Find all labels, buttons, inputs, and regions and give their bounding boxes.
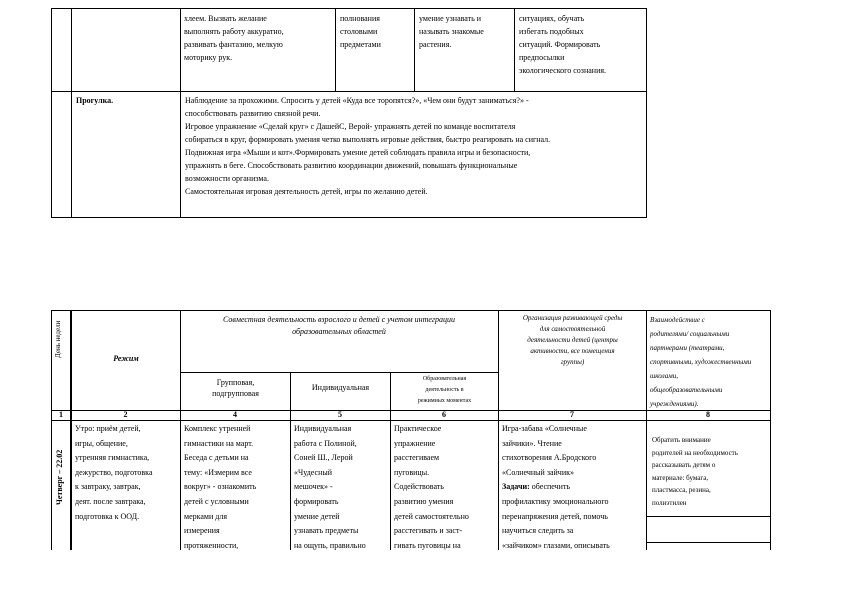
table-border xyxy=(51,8,52,218)
regime-header: Режим xyxy=(113,354,139,363)
parents-cell: Обратить внимание родителей на необходимость рассказывать детям о материале: бумага, пластмасса, резина, полиэтилен xyxy=(652,436,738,507)
column-number: 1 xyxy=(59,410,63,419)
environment-text: Чтение стихотворения А.Бродского «Солнечный зайчик» xyxy=(502,438,597,477)
table-border xyxy=(51,217,647,218)
column-number: 2 xyxy=(123,410,128,419)
table-border xyxy=(514,8,515,92)
routine-cell: Практическое упражнение расстегиваем пуговицы. Содействовать развитию умения детей самостоятельно расстегивать и заст- гивать пуговицы на xyxy=(394,424,469,550)
group-cell: Комплекс утренней гимнастики на март. Беседа с детьми на тему: «Измерим все вокруг» - ознакомить детей с условными мерками для измерения протяженности, xyxy=(184,424,257,550)
table-border xyxy=(646,542,770,543)
walk-description xyxy=(185,94,645,198)
table-border xyxy=(414,8,415,92)
table-border xyxy=(290,372,291,550)
walk-line: Подвижная игра «Мыши и кот».Формировать умение детей соблюдать правила игры и безопасности, xyxy=(185,148,531,157)
table-border xyxy=(180,8,181,218)
column-number: 6 xyxy=(442,410,446,419)
environment-header: Организация развивающей среды для самостоятельной деятельности детей (центры активности, все помещения группы) xyxy=(522,314,623,366)
walk-line: Игровое упражнение «Сделай круг» с ДашейС, Верой- упражнять детей по команде воспитателя xyxy=(185,122,516,131)
table-border xyxy=(51,420,770,421)
table-border xyxy=(770,310,771,550)
environment-goal-label: Задачи: xyxy=(502,482,530,492)
table-border xyxy=(70,310,72,550)
environment-title: Игра-забава «Солнечные зайчики». xyxy=(502,424,587,448)
walk-line: собираться в круг, формировать умения четко выполнять игровые действия, быстро реагировать на сигнал. xyxy=(185,135,551,144)
table-border xyxy=(180,372,498,373)
column-number: 5 xyxy=(338,410,342,419)
interaction-header: Взаимодействие с родителями/ социальными партнерами (театрами, спортивными, художественными школами, общеобразовательными учреждениями). xyxy=(650,316,752,408)
table-border xyxy=(180,310,181,550)
day-of-week-header: День недели xyxy=(54,320,62,358)
individual-subheader: Индивидуальная xyxy=(311,383,370,392)
walk-line: возможности организма. xyxy=(185,174,269,183)
group-subheader: Групповая, подгрупповая xyxy=(212,378,259,398)
table-border xyxy=(51,310,770,311)
table-border xyxy=(51,8,647,9)
column-number: 8 xyxy=(706,410,710,419)
routine-subheader: Образовательная деятельность в режимных моментах xyxy=(417,376,472,404)
situation-cell: ситуациях, обучать избегать подобных ситуаций. Формировать предпосылки экологического сознания. xyxy=(519,14,607,75)
column-number: 4 xyxy=(233,410,237,419)
table-border xyxy=(51,91,647,92)
walk-line: Наблюдение за прохожими. Спросить у детей «Куда все торопятся?», «Чем они будут заниматься?» - xyxy=(185,96,529,105)
skill-cell: умение узнавать и называть знакомые растения. xyxy=(419,14,484,49)
day-cell: Четверг – 22.02 xyxy=(55,449,64,505)
column-number: 7 xyxy=(570,410,574,419)
environment-cell xyxy=(502,422,646,553)
environment-goal: обеспечить профилактику эмоционального перенапряжения детей, помочь научиться следить за «зайчиком» глазами, описывать xyxy=(502,482,610,550)
walk-label: Прогулка. xyxy=(76,96,114,105)
walk-line: способствовать развитию связной речи. xyxy=(185,109,321,118)
table-border xyxy=(646,8,647,218)
individual-cell: Индивидуальная работа с Полиной, Соней Ш., Лерой «Чудесный мешочек» - формировать умение детей узнавать предметы на ощупь, правильно xyxy=(294,424,366,550)
table-border xyxy=(646,310,647,550)
method-cell: полнования столовыми предметами xyxy=(340,14,381,49)
walk-line: упражнять в беге. Способствовать развитию координации движений, повышать функциональные xyxy=(185,161,518,170)
joint-activity-header: Совместная деятельность взрослого и детей с учетом интеграции образовательных областей xyxy=(222,315,456,336)
regime-cell: Утро: приём детей, игры, общение, утренняя гимнастика, дежурство, подготовка к завтраку, завтрак, деят. после завтрака, подготовка к ООД. xyxy=(75,424,153,521)
table-border xyxy=(71,8,72,218)
content-cell: хлеем. Вызвать желание выполнять работу аккуратно, развивать фантазию, мелкую моторику рук. xyxy=(184,14,284,62)
table-border xyxy=(646,516,770,517)
walk-line: Самостоятельная игровая деятельность детей, игры по желанию детей. xyxy=(185,187,428,196)
table-border xyxy=(51,310,52,550)
table-border xyxy=(335,8,336,92)
